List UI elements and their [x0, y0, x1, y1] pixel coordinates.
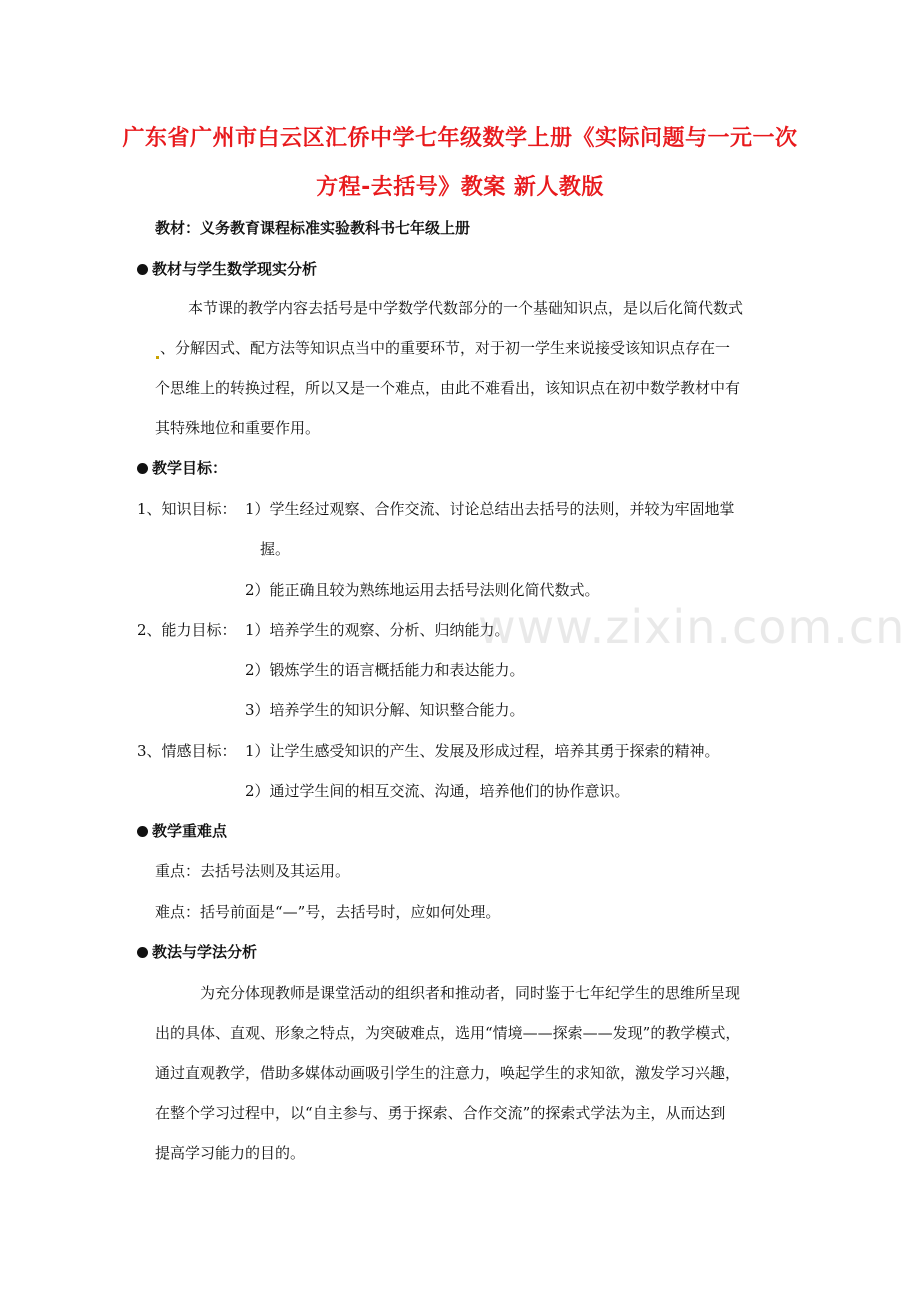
textbook-info: 教材：义务教育课程标准实验教科书七年级上册: [155, 219, 471, 237]
paragraph-line: 出的具体、直观、形象之特点，为突破难点，选用“情境——探索——发现”的教学模式，: [155, 1024, 741, 1042]
section-heading-text: 教学重难点: [152, 822, 228, 840]
paragraph-line: 为充分体现教师是课堂活动的组织者和推动者，同时鉴于七年纪学生的思维所呈现: [200, 984, 741, 1002]
paragraph-line: 、分解因式、配方法等知识点当中的重要环节，对于初一学生来说接受该知识点存在一: [155, 338, 730, 359]
objective-item: 1）培养学生的观察、分析、归纳能力。: [245, 621, 510, 639]
bullet-icon: [137, 463, 148, 474]
annotation-mark: [156, 356, 159, 359]
paragraph-line: 个思维上的转换过程，所以又是一个难点，由此不难看出，该知识点在初中数学教材中有: [155, 379, 741, 397]
paragraph-line: 本节课的教学内容去括号是中学数学代数部分的一个基础知识点，是以后化简代数式: [188, 299, 744, 317]
key-point: 重点：去括号法则及其运用。: [155, 862, 351, 880]
objective-label-emotion: 3、情感目标：: [137, 742, 237, 760]
section-heading-objectives: [137, 458, 227, 478]
bullet-icon: [137, 826, 148, 837]
objective-item: 3）培养学生的知识分解、知识整合能力。: [245, 701, 525, 719]
bullet-icon: [137, 947, 148, 958]
objective-item: 1）学生经过观察、合作交流、讨论总结出去括号的法则，并较为牢固地掌: [245, 500, 735, 518]
section-heading-text: 教法与学法分析: [152, 943, 258, 961]
bullet-icon: [137, 264, 148, 275]
section-heading-methods: [137, 942, 257, 962]
objective-item-continued: 握。: [260, 540, 291, 558]
section-heading-analysis: [137, 259, 317, 279]
objective-label-knowledge: 1、知识目标：: [137, 500, 237, 518]
section-heading-text: 教材与学生数学现实分析: [152, 260, 318, 278]
document-title-line-1: 广东省广州市白云区汇侨中学七年级数学上册《实际问题与一元一次: [122, 126, 798, 151]
objective-item: 1）让学生感受知识的产生、发展及形成过程，培养其勇于探索的精神。: [245, 742, 720, 760]
document-title-line-2: 方程-去括号》教案 新人教版: [316, 175, 604, 200]
paragraph-line: 其特殊地位和重要作用。: [155, 419, 321, 437]
section-heading-key-points: [137, 821, 227, 841]
objective-label-ability: 2、能力目标：: [137, 621, 237, 639]
objective-item: 2）锻炼学生的语言概括能力和表达能力。: [245, 661, 525, 679]
paragraph-line: 在整个学习过程中，以“自主参与、勇于探索、合作交流”的探索式学法为主，从而达到: [155, 1104, 726, 1122]
watermark-text: www.zixin.com.cn: [478, 600, 906, 654]
paragraph-line: 提高学习能力的目的。: [155, 1144, 306, 1162]
paragraph-line: 通过直观教学，借助多媒体动画吸引学生的注意力，唤起学生的求知欲，激发学习兴趣，: [155, 1064, 741, 1082]
objective-item: 2）通过学生间的相互交流、沟通，培养他们的协作意识。: [245, 782, 630, 800]
section-heading-text: 教学目标：: [152, 459, 228, 477]
difficult-point: 难点：括号前面是“—”号，去括号时，应如何处理。: [155, 903, 501, 921]
objective-item: 2）能正确且较为熟练地运用去括号法则化简代数式。: [245, 581, 600, 599]
